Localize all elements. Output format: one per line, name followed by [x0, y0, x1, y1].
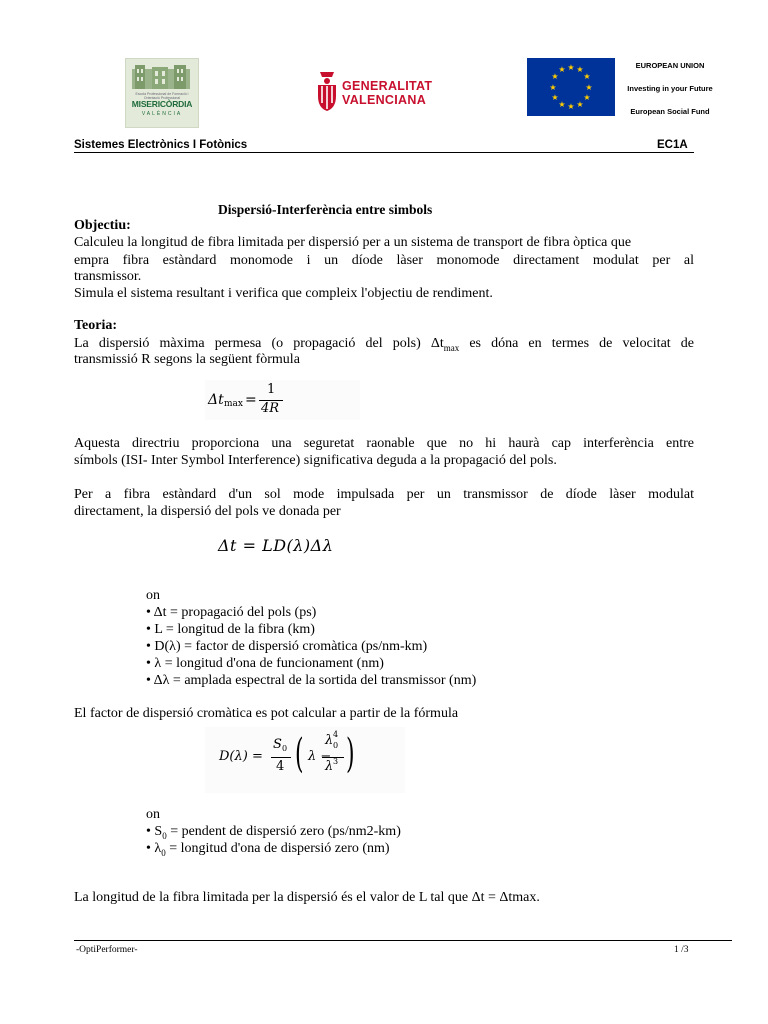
generalitat-emblem-icon [315, 70, 339, 112]
list2-intro: on [146, 807, 160, 822]
eq3-frac-den-sup: 3 [333, 757, 339, 766]
svg-text:★: ★ [567, 63, 575, 72]
list2-item-lambda0 [146, 840, 390, 862]
eq3-lhs: D(λ) = [219, 749, 263, 764]
objectiu-line2: empra fibra estàndard monomode i un díode làser monomode directament modulat per al [74, 253, 694, 268]
teoria-p1-a: La dispersió màxima permesa (o propagació del pols) Δt [74, 336, 444, 351]
conclusion: La longitud de la fibra limitada per la dispersió és el valor de L tal que Δt = Δtmax. [74, 890, 540, 905]
svg-text:★: ★ [558, 100, 566, 109]
teoria-heading: Teoria: [74, 318, 118, 333]
teoria-p1-line2: transmissió R segons la següent fòrmula [74, 352, 300, 367]
eu-flag [527, 58, 615, 116]
svg-text:★: ★ [567, 102, 575, 111]
teoria-p3-line1-wrap [74, 487, 694, 503]
list2-item1-sub: 0 [162, 830, 167, 841]
svg-text:★: ★ [551, 93, 559, 102]
list1-item: • Δt = propagació del pols (ps) [146, 605, 317, 620]
document-title: Dispersió-Interferència entre simbols [218, 202, 433, 217]
svg-text:★: ★ [549, 83, 557, 92]
teoria-p3-line2: directament, la dispersió del pols ve donada per [74, 504, 341, 519]
footer-rule [74, 940, 732, 941]
svg-text:★: ★ [583, 72, 591, 81]
eq3-frac-num-sub: 0 [333, 741, 339, 750]
chromatic-intro: El factor de dispersió cromàtica es pot calcular a partir de la fórmula [74, 706, 459, 721]
svg-text:★: ★ [583, 93, 591, 102]
eq1-den: 4R [261, 401, 280, 416]
building-icon [132, 65, 190, 89]
eu-line3: European Social Fund [630, 107, 710, 116]
eq1-equals: = [245, 392, 257, 408]
list1-item: • D(λ) = factor de dispersió cromàtica (ps/nm-km) [146, 639, 428, 654]
list1-item: • L = longitud de la fibra (km) [146, 622, 315, 637]
eq3-frac-den: λ [325, 759, 334, 774]
list2-item2-sub: 0 [161, 847, 166, 858]
svg-text:★: ★ [576, 65, 584, 74]
teoria-p2-line2: símbols (ISI- Inter Symbol Interference) significativa deguda a la propagació del pols. [74, 453, 557, 468]
teoria-p2-line1: Aquesta directriu proporciona una seguretat raonable que no hi haurà cap interferència entre [74, 436, 694, 451]
list2-item2-a: • λ [146, 841, 162, 856]
eq3-den: 4 [276, 759, 285, 774]
list2-item1-a: • S [146, 824, 163, 839]
objectiu-line4: Simula el sistema resultant i verifica que compleix l'objectiu de rendiment. [74, 286, 493, 301]
svg-text:★: ★ [576, 100, 584, 109]
list2-item1-b: = pendent de dispersió zero (ps/nm2-km) [166, 824, 401, 839]
objectiu-heading: Objectiu: [74, 218, 131, 233]
equation-max-dispersion [205, 380, 360, 420]
list1-intro: on [146, 588, 160, 603]
eu-line1: EUROPEAN UNION [635, 61, 705, 70]
list1-item: • Δλ = amplada espectral de la sortida del transmissor (nm) [146, 673, 477, 688]
eq3-frac-num-sup: 4 [333, 730, 339, 739]
eq3-left-paren: ( [295, 731, 304, 777]
objectiu-line3: transmissor. [74, 269, 142, 284]
misericordia-name: MISERICÒRDIA [131, 99, 193, 109]
equation-chromatic-dispersion [205, 727, 405, 793]
footer-left: -OptiPerformer- [76, 945, 138, 955]
teoria-p1-b: es dóna en termes de velocitat de [459, 336, 694, 351]
eq1-num: 1 [267, 382, 276, 397]
eq3-fraction-bar [271, 757, 291, 758]
eu-line2: Investing in your Future [627, 84, 713, 93]
eq1-lhs: Δt [208, 392, 224, 408]
misericordia-city: VALÈNCIA [141, 111, 183, 117]
list1-item: • λ = longitud d'ona de funcionament (nm) [146, 656, 384, 671]
course-code: EC1A [657, 139, 688, 151]
course-title: Sistemes Electrònics I Fotònics [74, 139, 248, 151]
eu-stars-icon [527, 58, 615, 116]
svg-text:★: ★ [585, 83, 593, 92]
generalitat-line2: VALENCIANA [342, 93, 427, 107]
header-rule [74, 152, 694, 153]
eq3-right-paren: ) [346, 731, 355, 777]
teoria-p1-sub: max [443, 342, 460, 353]
page-number: 1 /3 [674, 945, 689, 955]
misericordia-small-text: Escola Professional de Formació i Orientació Professional [135, 92, 189, 100]
eq3-num-sub: 0 [282, 744, 288, 753]
teoria-p2-line1-wrap [74, 436, 694, 452]
list2-item2-b: = longitud d'ona de dispersió zero (nm) [165, 841, 390, 856]
eq3-num: S [273, 737, 282, 752]
eq1-sub: max [224, 399, 243, 409]
teoria-p3-line1: Per a fibra estàndard d'un sol mode impulsada per un transmissor de díode làser modulat [74, 487, 694, 502]
objectiu-line1: Calculeu la longitud de fibra limitada per dispersió per a un sistema de transport de fibra òptica que [74, 235, 632, 250]
generalitat-line1: GENERALITAT [342, 79, 433, 93]
equation-pulse-dispersion: Δt = LD(λ)Δλ [218, 536, 334, 555]
generalitat-logo [315, 70, 445, 112]
eq3-inner: λ − [308, 749, 332, 764]
eq3-frac-num: λ [325, 733, 334, 748]
svg-text:★: ★ [558, 65, 566, 74]
misericordia-logo [125, 58, 199, 128]
svg-text:★: ★ [551, 72, 559, 81]
